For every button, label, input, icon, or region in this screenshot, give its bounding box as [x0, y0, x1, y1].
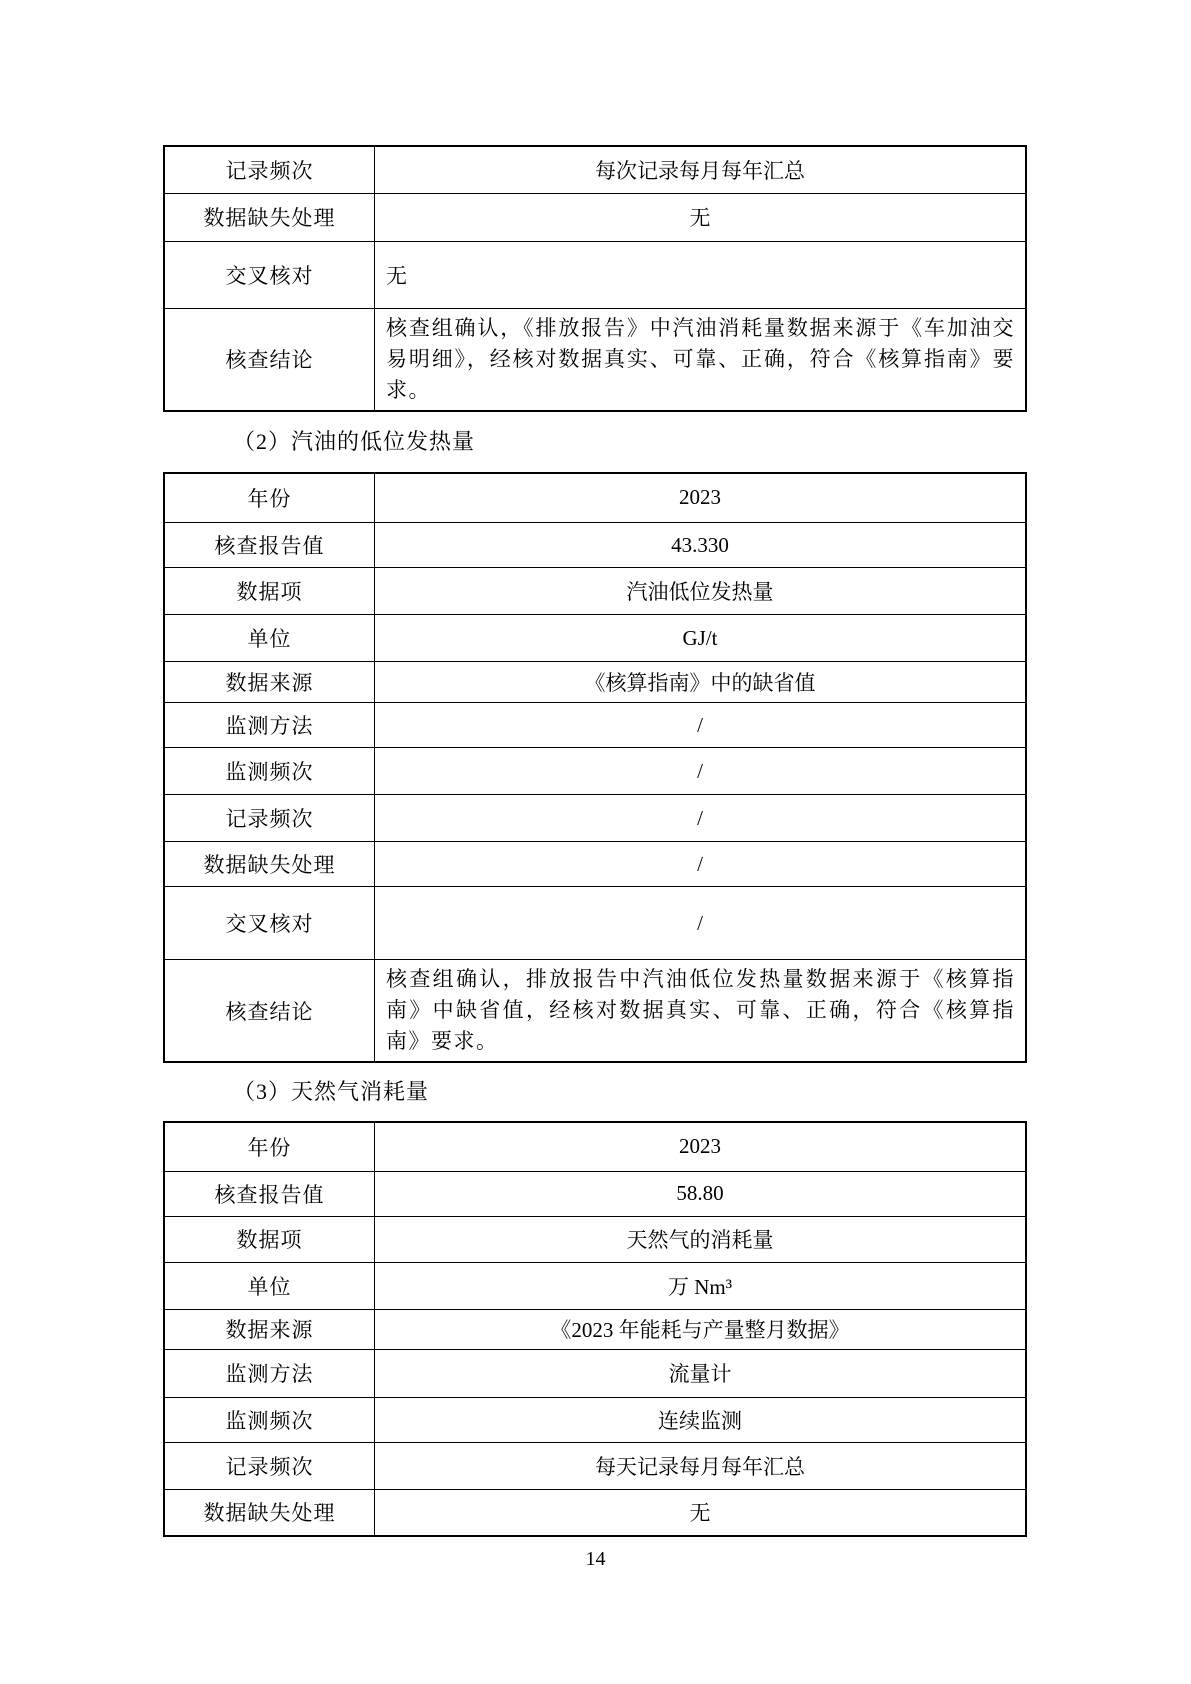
table-row	[164, 615, 1026, 662]
row-value-conclusion: 核查组确认，排放报告中汽油低位发热量数据来源于《核算指南》中缺省值，经核对数据真实、可靠、正确，符合《核算指南》要求。	[375, 960, 1027, 1063]
row-label: 数据来源	[164, 1309, 375, 1349]
row-label: 数据项	[164, 1216, 375, 1262]
row-value: 58.80	[375, 1171, 1027, 1216]
row-label: 监测频次	[164, 748, 375, 795]
table-row	[164, 241, 1026, 308]
row-value: 连续监测	[375, 1397, 1027, 1442]
row-value: 汽油低位发热量	[375, 568, 1027, 615]
page-number: 14	[585, 1548, 606, 1570]
row-value: /	[375, 795, 1027, 842]
row-label: 年份	[164, 1122, 375, 1171]
row-value: 2023	[375, 1122, 1027, 1171]
row-value: 无	[375, 1489, 1027, 1536]
row-value: 43.330	[375, 523, 1027, 568]
table-row	[164, 1309, 1026, 1349]
row-value: 万 Nm³	[375, 1262, 1027, 1309]
row-label: 交叉核对	[164, 887, 375, 960]
table-row	[164, 1171, 1026, 1216]
row-label: 单位	[164, 1262, 375, 1309]
table-row	[164, 960, 1026, 1063]
row-value: 《核算指南》中的缺省值	[375, 662, 1027, 703]
row-label: 记录频次	[164, 1442, 375, 1489]
row-value: /	[375, 887, 1027, 960]
section-heading-gasoline-heating-value: （2）汽油的低位发热量	[233, 428, 476, 454]
row-label: 核查结论	[164, 308, 375, 411]
table-row	[164, 1122, 1026, 1171]
row-value: 流量计	[375, 1349, 1027, 1397]
table-row	[164, 662, 1026, 703]
table-row	[164, 568, 1026, 615]
row-value: 天然气的消耗量	[375, 1216, 1027, 1262]
row-label: 监测方法	[164, 1349, 375, 1397]
table-row	[164, 473, 1026, 523]
row-label: 数据项	[164, 568, 375, 615]
table-gasoline-consumption-continued	[163, 145, 1027, 412]
section-heading-natural-gas-consumption: （3）天然气消耗量	[233, 1079, 430, 1104]
table-row	[164, 308, 1026, 411]
row-value: /	[375, 842, 1027, 887]
row-label: 核查报告值	[164, 523, 375, 568]
table-row	[164, 1216, 1026, 1262]
row-label: 年份	[164, 473, 375, 523]
table-row	[164, 146, 1026, 193]
table-row	[164, 748, 1026, 795]
row-value: GJ/t	[375, 615, 1027, 662]
table-row	[164, 193, 1026, 241]
row-label: 数据缺失处理	[164, 1489, 375, 1536]
row-label: 监测方法	[164, 703, 375, 748]
row-value: 每天记录每月每年汇总	[375, 1442, 1027, 1489]
row-value: 《2023 年能耗与产量整月数据》	[375, 1309, 1027, 1349]
row-label: 数据来源	[164, 662, 375, 703]
row-label: 交叉核对	[164, 241, 375, 308]
row-value: /	[375, 703, 1027, 748]
page-content	[163, 145, 1027, 1537]
row-label: 数据缺失处理	[164, 842, 375, 887]
row-label: 核查报告值	[164, 1171, 375, 1216]
row-value: 每次记录每月每年汇总	[375, 146, 1027, 193]
table-row	[164, 842, 1026, 887]
row-value: 无	[375, 241, 1027, 308]
table-row	[164, 1262, 1026, 1309]
row-value: 无	[375, 193, 1027, 241]
row-label: 记录频次	[164, 146, 375, 193]
table-row	[164, 1349, 1026, 1397]
row-value: /	[375, 748, 1027, 795]
table-row	[164, 523, 1026, 568]
row-label: 监测频次	[164, 1397, 375, 1442]
table-natural-gas-consumption	[163, 1121, 1027, 1537]
table-row	[164, 703, 1026, 748]
row-value: 2023	[375, 473, 1027, 523]
table-row	[164, 795, 1026, 842]
row-label: 核查结论	[164, 960, 375, 1063]
row-label: 记录频次	[164, 795, 375, 842]
row-label: 数据缺失处理	[164, 193, 375, 241]
table-row	[164, 1489, 1026, 1536]
table-row	[164, 1397, 1026, 1442]
table-row	[164, 1442, 1026, 1489]
row-value-conclusion: 核查组确认，《排放报告》中汽油消耗量数据来源于《车加油交易明细》，经核对数据真实、可靠、正确，符合《核算指南》要求。	[375, 308, 1027, 411]
table-gasoline-heating-value	[163, 472, 1027, 1064]
row-label: 单位	[164, 615, 375, 662]
table-row	[164, 887, 1026, 960]
